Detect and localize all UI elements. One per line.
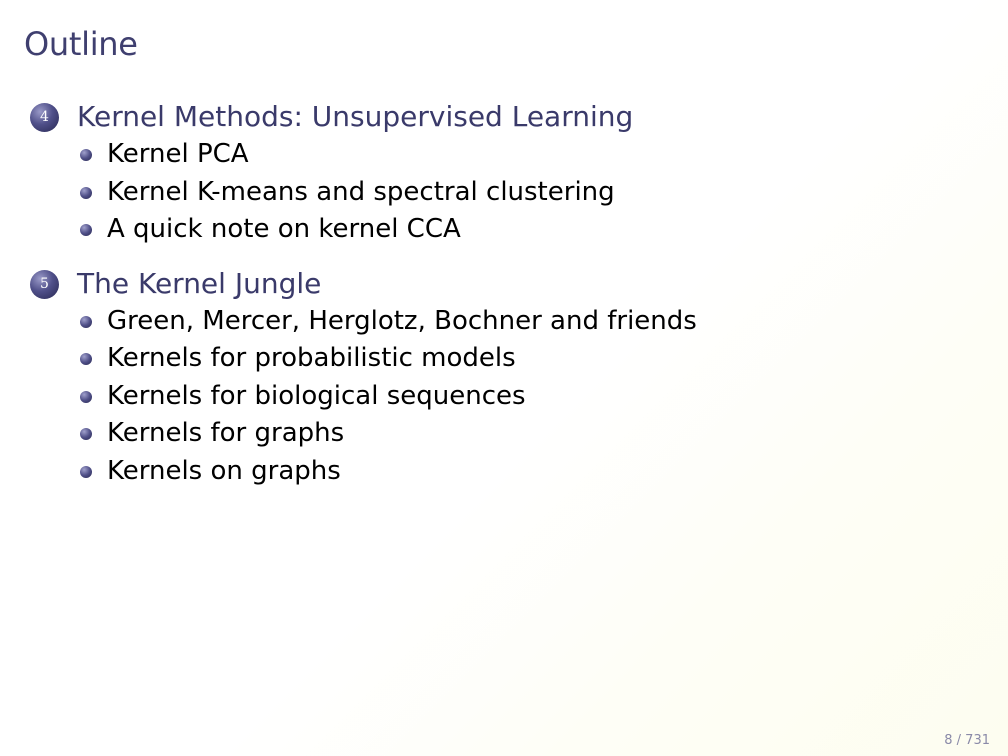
outline-section [30, 98, 970, 249]
bullet-icon [80, 224, 92, 236]
outline [30, 98, 970, 506]
subsection-item [30, 378, 970, 416]
section-header [30, 98, 970, 136]
section-title: The Kernel Jungle [77, 266, 322, 300]
subsection-label: Kernels for graphs [107, 418, 345, 448]
subsection-item [30, 303, 970, 341]
subsection-item [30, 340, 970, 378]
subsection-list [30, 136, 970, 249]
bullet-icon [80, 428, 92, 440]
bullet-icon [80, 391, 92, 403]
section-header [30, 265, 970, 303]
subsection-item [30, 453, 970, 491]
outline-section [30, 265, 970, 491]
subsection-label: Kernel K-means and spectral clustering [107, 176, 615, 207]
page-number: 8 / 731 [944, 733, 990, 748]
subsection-item [30, 174, 970, 212]
subsection-item [30, 211, 970, 249]
bullet-icon [80, 466, 92, 478]
subsection-label: Kernel PCA [107, 139, 249, 169]
bullet-icon [80, 187, 92, 199]
section-title: Kernel Methods: Unsupervised Learning [77, 100, 634, 133]
section-number-ball: 4 [30, 103, 59, 132]
section-number-ball: 5 [30, 270, 59, 299]
subsection-item [30, 415, 970, 453]
subsection-label: A quick note on kernel CCA [107, 214, 461, 244]
subsection-label: Kernels on graphs [107, 455, 341, 486]
subsection-label: Kernels for probabilistic models [107, 343, 516, 373]
subsection-label: Kernels for biological sequences [107, 380, 526, 411]
bullet-icon [80, 353, 92, 365]
subsection-list [30, 303, 970, 491]
bullet-icon [80, 316, 92, 328]
bullet-icon [80, 149, 92, 161]
subsection-item [30, 136, 970, 174]
slide-title: Outline [24, 25, 138, 63]
subsection-label: Green, Mercer, Herglotz, Bochner and friends [107, 305, 697, 336]
